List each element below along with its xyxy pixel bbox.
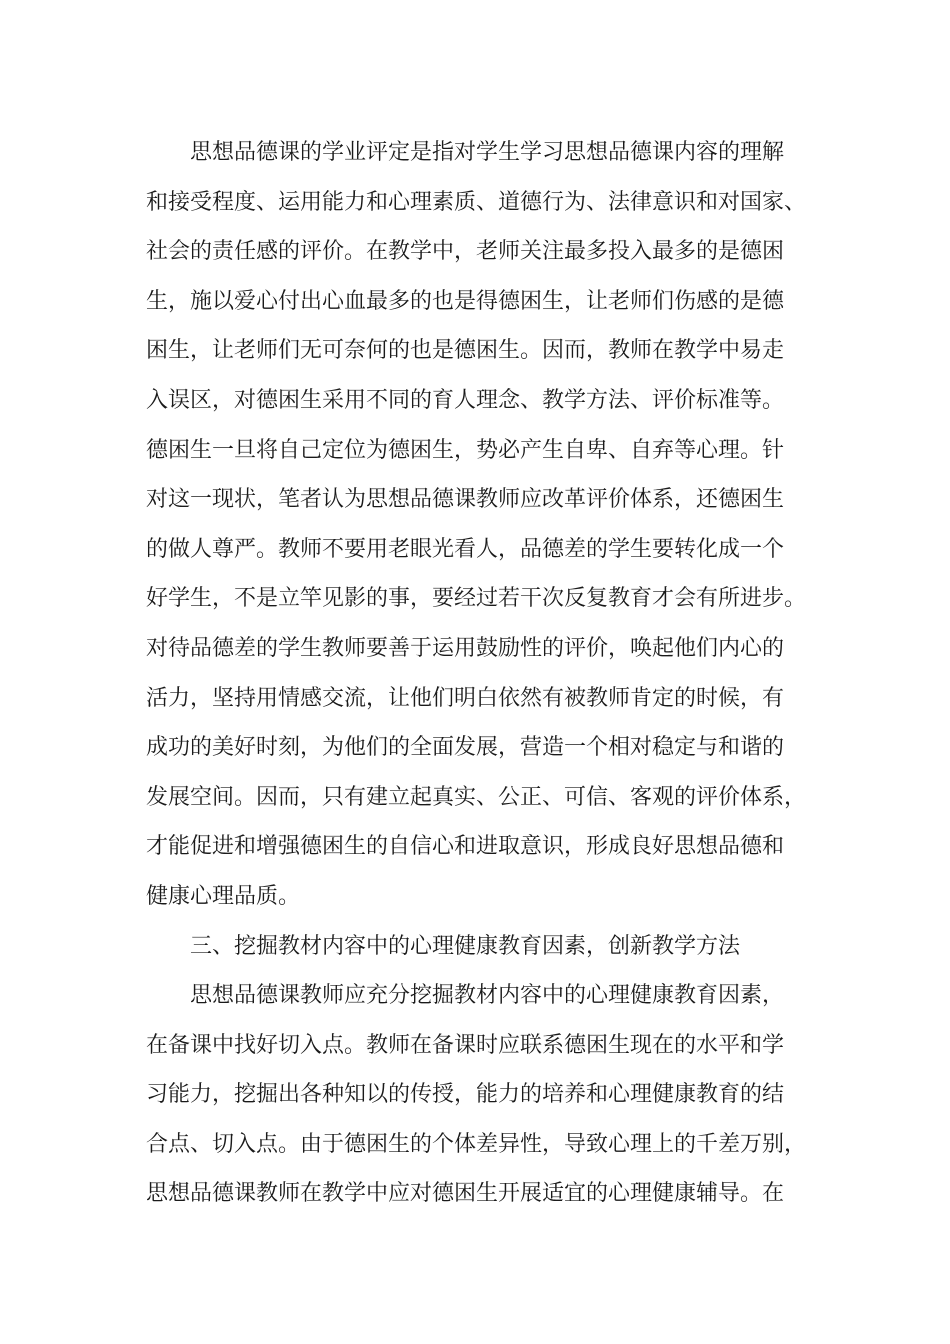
body-text <box>146 128 806 1219</box>
paragraph-line: 健康心理品质。 <box>146 883 301 909</box>
paragraph-line: 合点、切入点。由于德困生的个体差异性，导致心理上的千差万别， <box>146 1131 807 1157</box>
paragraph-line: 困生，让老师们无可奈何的也是德困生。因而，教师在教学中易走 <box>146 338 785 364</box>
paragraph-line: 发展空间。因而，只有建立起真实、公正、可信、客观的评价体系， <box>146 784 807 810</box>
paragraph-line: 德困生一旦将自己定位为德困生，势必产生自卑、自弃等心理。针 <box>146 437 785 463</box>
paragraph-line: 对这一现状，笔者认为思想品德课教师应改革评价体系，还德困生 <box>146 487 785 513</box>
paragraph-line: 思想品德课教师应充分挖掘教材内容中的心理健康教育因素， <box>190 983 785 1009</box>
paragraph-line: 思想品德课教师在教学中应对德困生开展适宜的心理健康辅导。在 <box>146 1181 785 1207</box>
section-heading: 三、挖掘教材内容中的心理健康教育因素，创新教学方法 <box>190 933 741 959</box>
paragraph-line: 对待品德差的学生教师要善于运用鼓励性的评价，唤起他们内心的 <box>146 635 785 661</box>
paragraph-line: 在备课中找好切入点。教师在备课时应联系德困生现在的水平和学 <box>146 1032 785 1058</box>
paragraph-line: 的做人尊严。教师不要用老眼光看人，品德差的学生要转化成一个 <box>146 536 785 562</box>
paragraph-line: 成功的美好时刻，为他们的全面发展，营造一个相对稳定与和谐的 <box>146 735 785 761</box>
paragraph-line: 社会的责任感的评价。在教学中，老师关注最多投入最多的是德困 <box>146 239 785 265</box>
paragraph-line: 好学生，不是立竿见影的事，要经过若干次反复教育才会有所进步。 <box>146 586 807 612</box>
paragraph-line: 入误区，对德困生采用不同的育人理念、教学方法、评价标准等。 <box>146 387 785 413</box>
paragraph-line: 和接受程度、运用能力和心理素质、道德行为、法律意识和对国家、 <box>146 189 807 215</box>
paragraph-line: 生，施以爱心付出心血最多的也是得德困生，让老师们伤感的是德 <box>146 288 785 314</box>
paragraph-line: 才能促进和增强德困生的自信心和进取意识，形成良好思想品德和 <box>146 834 785 860</box>
paragraph-line: 活力，坚持用情感交流，让他们明白依然有被教师肯定的时候，有 <box>146 685 785 711</box>
paragraph-line: 习能力，挖掘出各种知以的传授，能力的培养和心理健康教育的结 <box>146 1082 785 1108</box>
paragraph-line: 思想品德课的学业评定是指对学生学习思想品德课内容的理解 <box>190 140 785 165</box>
